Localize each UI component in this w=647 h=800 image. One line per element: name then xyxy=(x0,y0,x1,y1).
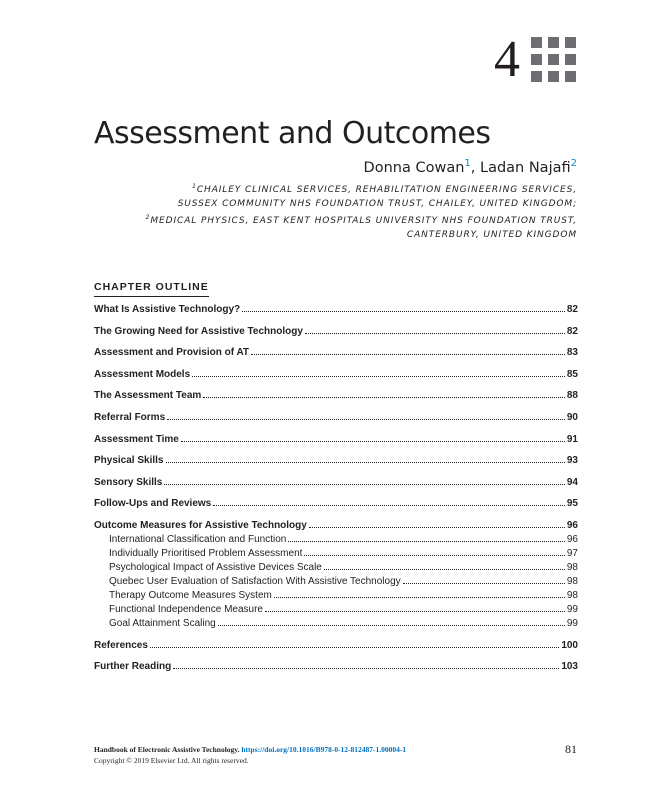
toc-entry[interactable] xyxy=(94,454,578,468)
toc-entry-label: What Is Assistive Technology? xyxy=(94,304,241,315)
affiliation-line: $^1$CHAILEY CLINICAL SERVICES, REHABILITATION ENGINEERING SERVICES, xyxy=(192,183,577,195)
toc-entry-label: Individually Prioritised Problem Assessment xyxy=(109,547,303,559)
toc-entry-label: Assessment and Provision of AT xyxy=(94,347,250,359)
toc-entry-page: 98 xyxy=(566,561,578,573)
toc-entry-page: 82 xyxy=(566,304,578,315)
chapter-outline-heading: CHAPTER OUTLINE xyxy=(94,281,209,297)
toc-entry-page: 103 xyxy=(561,661,578,673)
toc-entry-page: 82 xyxy=(566,325,578,337)
toc-entry[interactable] xyxy=(94,346,578,360)
footer-copyright: Copyright © 2019 Elsevier Ltd. All rights reserved. xyxy=(94,756,249,765)
toc-entry-page: 94 xyxy=(566,476,578,488)
toc-leader-dots xyxy=(213,504,565,506)
toc-leader-dots xyxy=(324,568,565,570)
toc-entry[interactable] xyxy=(94,533,578,547)
toc-entry[interactable] xyxy=(94,411,578,425)
toc-leader-dots xyxy=(403,582,565,584)
toc-leader-dots xyxy=(242,310,565,312)
toc-entry[interactable] xyxy=(94,519,578,533)
toc-entry[interactable] xyxy=(94,639,578,653)
author-sup[interactable]: 1 xyxy=(464,158,471,169)
affiliation-line: SUSSEX COMMUNITY NHS FOUNDATION TRUST, CHAILEY, UNITED KINGDOM; xyxy=(177,198,577,209)
toc-entry-page: 83 xyxy=(566,347,578,359)
toc-leader-dots xyxy=(274,596,565,598)
toc-leader-dots xyxy=(164,483,565,485)
toc-entry-label: Follow-Ups and Reviews xyxy=(94,498,212,510)
toc-entry[interactable] xyxy=(94,433,578,447)
author-name: Ladan Najafi xyxy=(479,159,571,176)
toc-leader-dots xyxy=(218,624,565,626)
toc-leader-dots xyxy=(181,440,565,442)
toc-entry[interactable] xyxy=(94,660,578,674)
footer-citation xyxy=(94,744,406,766)
toc-entry-page: 98 xyxy=(566,589,578,601)
toc-entry-label: Sensory Skills xyxy=(94,476,163,488)
chapter-title: Assessment and Outcomes xyxy=(94,116,491,152)
toc-leader-dots xyxy=(309,526,565,528)
author-sup[interactable]: 2 xyxy=(570,158,577,169)
toc-leader-dots xyxy=(192,375,565,377)
toc-entry-page: 99 xyxy=(566,603,578,615)
toc-entry-label: Assessment Models xyxy=(94,368,191,380)
toc-entry[interactable] xyxy=(94,575,578,589)
page-number: 81 xyxy=(565,742,577,756)
toc-entry[interactable] xyxy=(94,389,578,403)
toc-entry-label: Psychological Impact of Assistive Devices Scale xyxy=(109,561,322,573)
toc-entry[interactable] xyxy=(94,303,578,317)
toc-entry[interactable] xyxy=(94,547,578,561)
affiliations xyxy=(77,180,577,242)
toc-entry-page: 88 xyxy=(566,390,578,402)
toc-entry[interactable] xyxy=(94,589,578,603)
toc-entry-label: Assessment Time xyxy=(94,433,179,445)
affiliation-line: CANTERBURY, UNITED KINGDOM xyxy=(406,229,577,240)
toc-entry-page: 93 xyxy=(566,455,578,467)
chapter-number: 4 xyxy=(494,31,520,88)
author-name: Donna Cowan xyxy=(363,159,465,176)
toc-entry-label: Further Reading xyxy=(94,661,172,673)
toc-leader-dots xyxy=(304,554,564,556)
toc-leader-dots xyxy=(167,418,565,420)
toc-entry-page: 100 xyxy=(561,639,578,651)
toc-entry-label: Physical Skills xyxy=(94,455,164,467)
toc-entry-label: Outcome Measures for Assistive Technology xyxy=(94,519,307,531)
toc-leader-dots xyxy=(305,332,565,334)
toc-entry-label: Quebec User Evaluation of Satisfaction With Assistive Technology xyxy=(109,575,401,587)
toc-entry-label: Referral Forms xyxy=(94,411,166,423)
toc-entry-page: 98 xyxy=(566,575,578,587)
toc-entry-page: 97 xyxy=(566,547,578,559)
footer-book-title: Handbook of Electronic Assistive Technology. xyxy=(94,745,240,754)
toc-leader-dots xyxy=(265,610,565,612)
toc-leader-dots xyxy=(251,353,565,355)
toc-entry-label: Goal Attainment Scaling xyxy=(109,617,216,629)
affiliation-line: $^2$MEDICAL PHYSICS, EAST KENT HOSPITALS UNIVERSITY NHS FOUNDATION TRUST, xyxy=(145,214,577,226)
toc-entry-page: 96 xyxy=(566,533,578,545)
toc-entry-page: 96 xyxy=(566,519,578,531)
toc-entry-label: Therapy Outcome Measures System xyxy=(109,589,272,601)
toc-entry[interactable] xyxy=(94,368,578,382)
toc-entry-label: The Assessment Team xyxy=(94,390,202,402)
toc-entry[interactable] xyxy=(94,325,578,339)
toc-entry[interactable] xyxy=(94,561,578,575)
toc-entry-page: 95 xyxy=(566,498,578,510)
toc-leader-dots xyxy=(173,667,559,669)
toc-entry[interactable] xyxy=(94,497,578,511)
authors: Donna Cowan$^1$, Ladan Najafi$^2$ xyxy=(363,158,577,176)
toc-leader-dots xyxy=(203,396,565,398)
toc-entry[interactable] xyxy=(94,603,578,617)
chapter-grid-icon xyxy=(531,37,576,82)
toc-entry-label: References xyxy=(94,639,148,651)
toc-leader-dots xyxy=(166,461,565,463)
toc-leader-dots xyxy=(150,646,559,648)
footer-doi-link[interactable]: https://doi.org/10.1016/B978-0-12-812487-1.00004-1 xyxy=(241,745,407,754)
toc-entry-label: The Growing Need for Assistive Technology xyxy=(94,325,303,337)
toc-entry-label: International Classification and Function xyxy=(109,533,287,545)
toc-leader-dots xyxy=(288,540,565,542)
toc-entry[interactable] xyxy=(94,617,578,631)
chapter-outline-toc xyxy=(94,303,578,682)
toc-entry-page: 99 xyxy=(566,617,578,629)
toc-entry[interactable] xyxy=(94,476,578,490)
toc-entry-page: 85 xyxy=(566,368,578,380)
toc-entry-label: Functional Independence Measure xyxy=(109,603,263,615)
toc-entry-page: 90 xyxy=(566,411,578,423)
toc-entry-page: 91 xyxy=(566,433,578,445)
